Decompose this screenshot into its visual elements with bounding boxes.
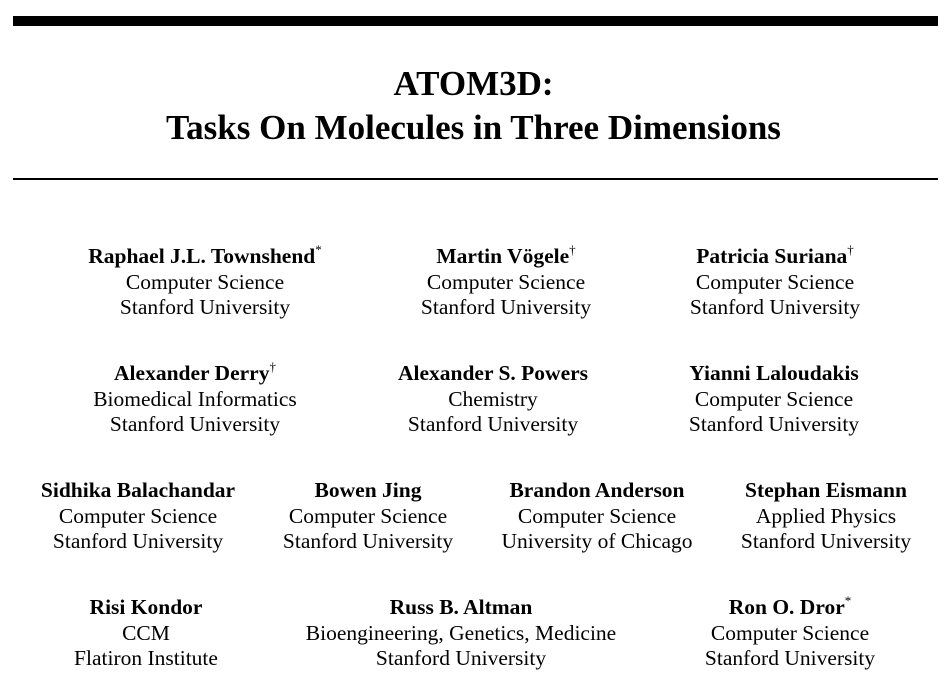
author-institution: Stanford University [109, 412, 281, 436]
author-department: Applied Physics [755, 503, 897, 528]
author-block [624, 361, 924, 438]
author-name: Brandon Anderson [509, 478, 685, 502]
author-block [281, 595, 641, 672]
top-rule [13, 16, 938, 26]
author-name: Yianni Laloudakis [689, 361, 859, 385]
author-department: Bioengineering, Genetics, Medicine [305, 620, 617, 645]
paper-title [0, 62, 947, 150]
author-block [13, 478, 263, 555]
author-block [45, 361, 345, 438]
author-institution: Stanford University [689, 295, 861, 319]
author-block [50, 244, 360, 321]
title-line-2: Tasks On Molecules in Three Dimensions [166, 108, 781, 147]
author-name: Sidhika Balachandar [40, 478, 236, 502]
author-institution: Stanford University [282, 529, 454, 553]
author-department: Biomedical Informatics [93, 386, 297, 411]
author-name: Raphael J.L. Townshend* [88, 242, 322, 268]
author-name: Alexander S. Powers [397, 361, 589, 385]
title-line-1: ATOM3D: [393, 64, 554, 103]
author-block [268, 478, 468, 555]
author-name: Risi Kondor [89, 595, 203, 619]
author-department: CCM [122, 620, 170, 645]
author-department: Chemistry [448, 386, 538, 411]
author-name: Stephan Eismann [745, 478, 907, 502]
title-bottom-rule [13, 178, 938, 180]
author-footnote-mark: † [847, 242, 854, 257]
author-department: Computer Science [694, 386, 854, 411]
author-footnote-mark: † [569, 242, 576, 257]
author-institution: Stanford University [375, 646, 547, 670]
author-department: Computer Science [288, 503, 448, 528]
author-name: Alexander Derry† [114, 359, 276, 385]
author-department: Computer Science [517, 503, 677, 528]
author-institution: Stanford University [688, 412, 860, 436]
author-name: Ron O. Dror* [728, 593, 852, 619]
author-institution: Flatiron Institute [74, 646, 218, 670]
author-department: Computer Science [426, 269, 586, 294]
author-department: Computer Science [58, 503, 218, 528]
author-institution: Stanford University [407, 412, 579, 436]
author-institution: University of Chicago [501, 529, 693, 553]
author-institution: Stanford University [420, 295, 592, 319]
author-institution: Stanford University [740, 529, 912, 553]
author-name: Bowen Jing [314, 478, 422, 502]
author-institution: Stanford University [52, 529, 224, 553]
author-department: Computer Science [695, 269, 855, 294]
author-footnote-mark: * [315, 242, 322, 257]
author-department: Computer Science [125, 269, 285, 294]
author-name: Russ B. Altman [389, 595, 533, 619]
author-block [625, 244, 925, 321]
author-block [721, 478, 931, 555]
author-block [356, 244, 656, 321]
author-block [482, 478, 712, 555]
author-department: Computer Science [710, 620, 870, 645]
author-block [343, 361, 643, 438]
author-block [690, 595, 890, 672]
author-name: Patricia Suriana† [696, 242, 854, 268]
author-institution: Stanford University [119, 295, 291, 319]
author-footnote-mark: * [844, 593, 852, 608]
author-institution: Stanford University [704, 646, 876, 670]
author-block [46, 595, 246, 672]
author-name: Martin Vögele† [436, 242, 576, 268]
author-footnote-mark: † [269, 359, 276, 374]
